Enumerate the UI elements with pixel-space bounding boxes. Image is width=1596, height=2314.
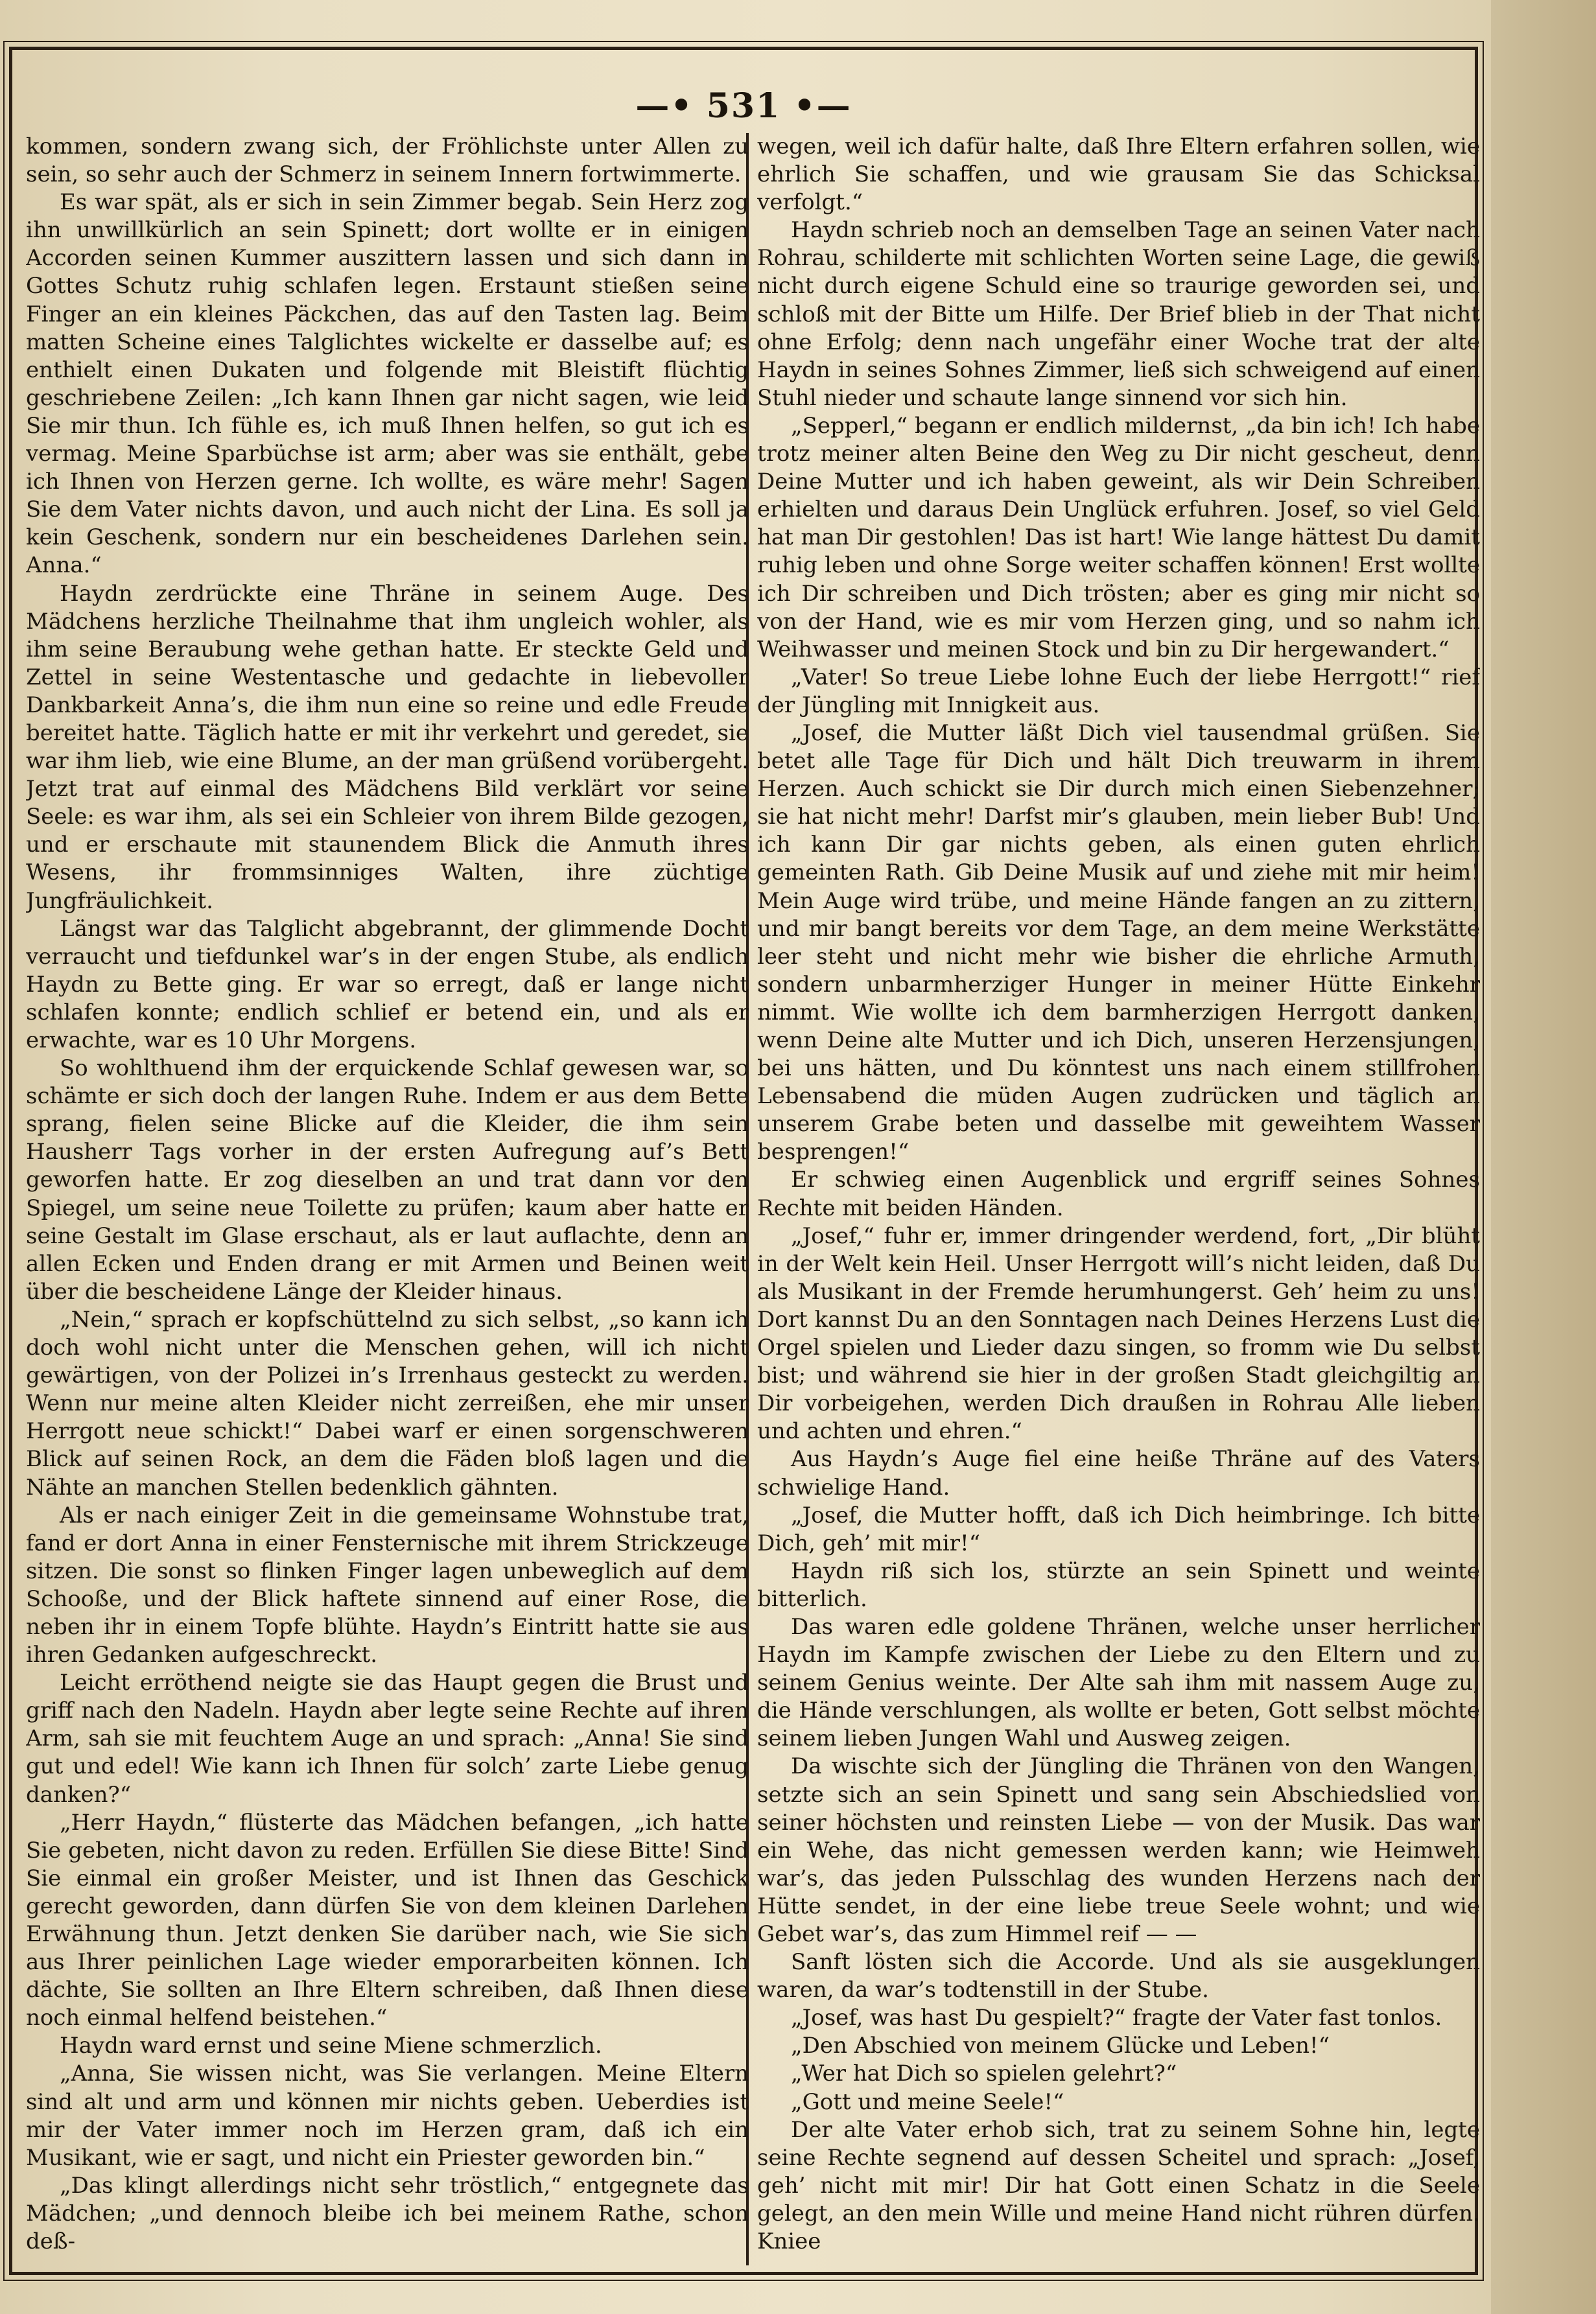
paragraph: Haydn zerdrückte eine Thräne in seinem Auge. Des Mädchens herzliche Theilnahme that ihm ungleich wohler, als ihm seine Beraubung wehe gethan hatte. Er steckte Geld und Zettel in seine Westentasche und gedachte in liebevoller Dankbarkeit Anna’s, die ihm nun eine so reine und edle Freude bereitet hatte. Täglich hatte er mit ihr verkehrt und geredet, sie war ihm lieb, wie eine Blume, an der man grüßend vorübergeht. Jetzt trat auf einmal des Mädchens Bild verklärt vor seine Seele: es war ihm, als sei ein Schleier von ihrem Bilde gezogen, und er erschaute mit staunendem Blick die Anmuth ihres Wesens, ihr frommsinniges Walten, ihre züchtige Jungfräulichkeit. xyxy=(26,580,749,914)
paragraph: „Sepperl,“ begann er endlich mildernst, „da bin ich! Ich habe trotz meiner alten Beine den Weg zu Dir nicht gescheut, denn Deine Mutter und ich haben geweint, als wir Dein Schreiben erhielten und daraus Dein Unglück erfuhren. Josef, so viel Geld hat man Dir gestohlen! Das ist hart! Wie lange hättest Du damit ruhig leben und ohne Sorge weiter schaffen können! Erst wollte ich Dir schreiben und Dich trösten; aber es ging mir nicht so von der Hand, wie es mir vom Herzen ging, und so nahm ich Weihwasser und meinen Stock und bin zu Dir hergewandert.“ xyxy=(757,412,1480,662)
right-column xyxy=(757,133,1480,2262)
left-column xyxy=(26,133,749,2262)
paragraph: Er schwieg einen Augenblick und ergriff seines Sohnes Rechte mit beiden Händen. xyxy=(757,1167,1480,1221)
paragraph: „Josef, die Mutter hofft, daß ich Dich heimbringe. Ich bitte Dich, geh’ mit mir!“ xyxy=(757,1502,1480,1556)
paragraph: Als er nach einiger Zeit in die gemeinsame Wohnstube trat, fand er dort Anna in einer Fensternische mit ihrem Strickzeuge sitzen. Die sonst so flinken Finger lagen unbeweglich auf dem Schooße, und der Blick haftete sinnend auf einer Rose, die neben ihr in einem Topfe blühte. Haydn’s Eintritt hatte sie aus ihren Gedanken aufgeschreckt. xyxy=(26,1502,749,1668)
page-number: —• 531 •— xyxy=(635,86,852,126)
paragraph: Haydn ward ernst und seine Miene schmerzlich. xyxy=(60,2033,602,2059)
paragraph: Da wischte sich der Jüngling die Thränen von den Wangen, setzte sich an sein Spinett und sang sein Abschiedslied von seiner höchsten und reinsten Liebe — von der Musik. Das war ein Wehe, das nicht gemessen werden kann; wie Heimweh war’s, das jeden Pulsschlag des wunden Herzens nach der Hütte sendet, in der eine liebe treue Seele wohnt; und wie Gebet war’s, das zum Himmel reif — — xyxy=(757,1753,1480,1947)
paragraph: „Wer hat Dich so spielen gelehrt?“ xyxy=(791,2061,1177,2087)
paragraph: „Josef, die Mutter läßt Dich viel tausendmal grüßen. Sie betet alle Tage für Dich und hält Dich treuwarm in ihrem Herzen. Auch schickt sie Dir durch mich einen Siebenzehner; sie hat nicht mehr! Darfst mir’s glauben, mein lieber Bub! Und ich kann Dir gar nichts geben, als einen guten ehrlich gemeinten Rath. Gib Deine Musik auf und ziehe mit mir heim! Mein Auge wird trübe, und meine Hände fangen an zu zittern, und mir bangt bereits vor dem Tage, an dem meine Werkstätte leer steht und nicht mehr wie bisher die ehrliche Armuth, sondern unbarmherziger Hunger in meiner Hütte Einkehr nimmt. Wie wollte ich dem barmherzigen Herrgott danken, wenn Deine alte Mutter und ich Dich, unseren Herzensjungen, bei uns hätten, und Du könntest uns nach einem stillfrohen Lebensabend die müden Augen zudrücken und täglich an unserem Grabe beten und dasselbe mit geweihtem Wasser besprengen!“ xyxy=(757,719,1480,1165)
paragraph: Längst war das Talglicht abgebrannt, der glimmende Docht verraucht und tiefdunkel war’s in der engen Stube, als endlich Haydn zu Bette ging. Er war so erregt, daß er lange nicht schlafen konnte; endlich schlief er betend ein, und als er erwachte, war es 10 Uhr Morgens. xyxy=(26,915,749,1053)
paragraph: Haydn riß sich los, stürzte an sein Spinett und weinte bitterlich. xyxy=(757,1558,1480,1612)
paragraph: Aus Haydn’s Auge fiel eine heiße Thräne auf des Vaters schwielige Hand. xyxy=(757,1446,1480,1501)
paragraph: „Das klingt allerdings nicht sehr tröstlich,“ entgegnete das Mädchen; „und dennoch bleibe ich bei meinem Rathe, schon deß- xyxy=(26,2172,749,2255)
paragraph: „Anna, Sie wissen nicht, was Sie verlangen. Meine Eltern sind alt und arm und können mir nichts geben. Ueberdies ist mir der Vater immer noch im Herzen gram, daß ich ein Musikant, wie er sagt, und nicht ein Priester geworden bin.“ xyxy=(26,2061,749,2171)
paragraph: „Nein,“ sprach er kopfschüttelnd zu sich selbst, „so kann ich doch wohl nicht unter die Menschen gehen, will ich nicht gewärtigen, von der Polizei in’s Irrenhaus gesteckt zu werden. Wenn nur meine alten Kleider nicht zerreißen, ehe mir unser Herrgott neue schickt!“ Dabei warf er einen sorgenschweren Blick auf seinen Rock, an dem die Fäden bloß lagen und die Nähte an manchen Stellen bedenklich gähnten. xyxy=(26,1306,749,1501)
paragraph: „Vater! So treue Liebe lohne Euch der liebe Herrgott!“ rief der Jüngling mit Innigkeit aus. xyxy=(757,664,1480,718)
paragraph: Sanft lösten sich die Accorde. Und als sie ausgeklungen waren, da war’s todtenstill in der Stube. xyxy=(757,1949,1480,2004)
paragraph: Der alte Vater erhob sich, trat zu seinem Sohne hin, legte seine Rechte segnend auf dessen Scheitel und sprach: „Josef, geh’ nicht mit mir! Dir hat Gott einen Schatz in die Seele gelegt, an den mein Wille und meine Hand nicht rühren dürfen. Kniee xyxy=(757,2116,1480,2255)
paragraph: Leicht erröthend neigte sie das Haupt gegen die Brust und griff nach den Nadeln. Haydn aber legte seine Rechte auf ihren Arm, sah sie mit feuchtem Auge an und sprach: „Anna! Sie sind gut und edel! Wie kann ich Ihnen für solch’ zarte Liebe genug danken?“ xyxy=(26,1670,749,1808)
paragraph: „Den Abschied von meinem Glücke und Leben!“ xyxy=(791,2033,1330,2059)
paragraph: wegen, weil ich dafür halte, daß Ihre Eltern erfahren sollen, wie ehrlich Sie schaffen, und wie grausam Sie das Schicksal verfolgt.“ xyxy=(757,134,1480,216)
paragraph: „Josef, was hast Du gespielt?“ fragte der Vater fast tonlos. xyxy=(791,2005,1442,2031)
paragraph: So wohlthuend ihm der erquickende Schlaf gewesen war, so schämte er sich doch der langen Ruhe. Indem er aus dem Bette sprang, fielen seine Blicke auf die Kleider, die ihm sein Hausherr Tags vorher in der ersten Aufregung auf’s Bett geworfen hatte. Er zog dieselben an und trat dann vor den Spiegel, um seine neue Toilette zu prüfen; kaum aber hatte er seine Gestalt im Glase erschaut, als er laut auflachte, denn an allen Ecken und Enden drang er mit Armen und Beinen weit über die bescheidene Länge der Kleider hinaus. xyxy=(26,1055,749,1305)
paragraph: kommen, sondern zwang sich, der Fröhlichste unter Allen zu sein, so sehr auch der Schmerz in seinem Innern fortwimmerte. xyxy=(26,134,749,188)
paragraph: „Josef,“ fuhr er, immer dringender werdend, fort, „Dir blüht in der Welt kein Heil. Unser Herrgott will’s nicht leiden, daß Du als Musikant in der Fremde herumhungerst. Geh’ heim zu uns! Dort kannst Du an den Sonntagen nach Deines Herzens Lust die Orgel spielen und Lieder dazu singen, so fromm wie Du selbst bist; und während sie hier in der großen Stadt gleichgiltig an Dir vorbeigehen, werden Dich draußen in Rohrau Alle lieben und achten und ehren.“ xyxy=(757,1222,1480,1445)
page-edge xyxy=(1491,0,1596,2314)
paragraph: Es war spät, als er sich in sein Zimmer begab. Sein Herz zog ihn unwillkürlich an sein Spinett; dort wollte er in einigen Accorden seinen Kummer auszittern lassen und sich dann in Gottes Schutz ruhig schlafen legen. Erstaunt stießen seine Finger an ein kleines Päckchen, das auf den Tasten lag. Beim matten Scheine eines Talglichtes wickelte er dasselbe auf; es enthielt einen Dukaten und folgende mit Bleistift flüchtig geschriebene Zeilen: „Ich kann Ihnen gar nicht sagen, wie leid Sie mir thun. Ich fühle es, ich muß Ihnen helfen, so gut ich es vermag. Meine Sparbüchse ist arm; aber was sie enthält, gebe ich Ihnen von Herzen gerne. Ich wollte, es wäre mehr! Sagen Sie dem Vater nichts davon, und auch nicht der Lina. Es soll ja kein Geschenk, sondern nur ein bescheidenes Darlehen sein. Anna.“ xyxy=(26,189,749,579)
paragraph: „Gott und meine Seele!“ xyxy=(791,2088,1064,2115)
paragraph: Haydn schrieb noch an demselben Tage an seinen Vater nach Rohrau, schilderte mit schlichten Worten seine Lage, die gewiß nicht durch eigene Schuld eine so traurige geworden sei, und schloß mit der Bitte um Hilfe. Der Brief blieb in der That nicht ohne Erfolg; denn nach ungefähr einer Woche trat der alte Haydn in seines Sohnes Zimmer, ließ sich schweigend auf einen Stuhl nieder und schaute lange sinnend vor sich hin. xyxy=(757,217,1480,411)
paragraph: Das waren edle goldene Thränen, welche unser herrlicher Haydn im Kampfe zwischen der Liebe zu den Eltern und zu seinem Genius weinte. Der Alte sah ihm mit nassem Auge zu, die Hände verschlungen, als wollte er beten, Gott selbst möchte seinem lieben Jungen Wahl und Ausweg zeigen. xyxy=(757,1613,1480,1752)
paragraph: „Herr Haydn,“ flüsterte das Mädchen befangen, „ich hatte Sie gebeten, nicht davon zu reden. Erfüllen Sie diese Bitte! Sind Sie einmal ein großer Meister, und ist Ihnen das Geschick gerecht geworden, dann dürfen Sie von dem kleinen Darlehen Erwähnung thun. Jetzt denken Sie darüber nach, wie Sie sich aus Ihrer peinlichen Lage wieder emporarbeiten können. Ich dächte, Sie sollten an Ihre Eltern schreiben, daß Ihnen diese noch einmal helfend beistehen.“ xyxy=(26,1809,749,2031)
